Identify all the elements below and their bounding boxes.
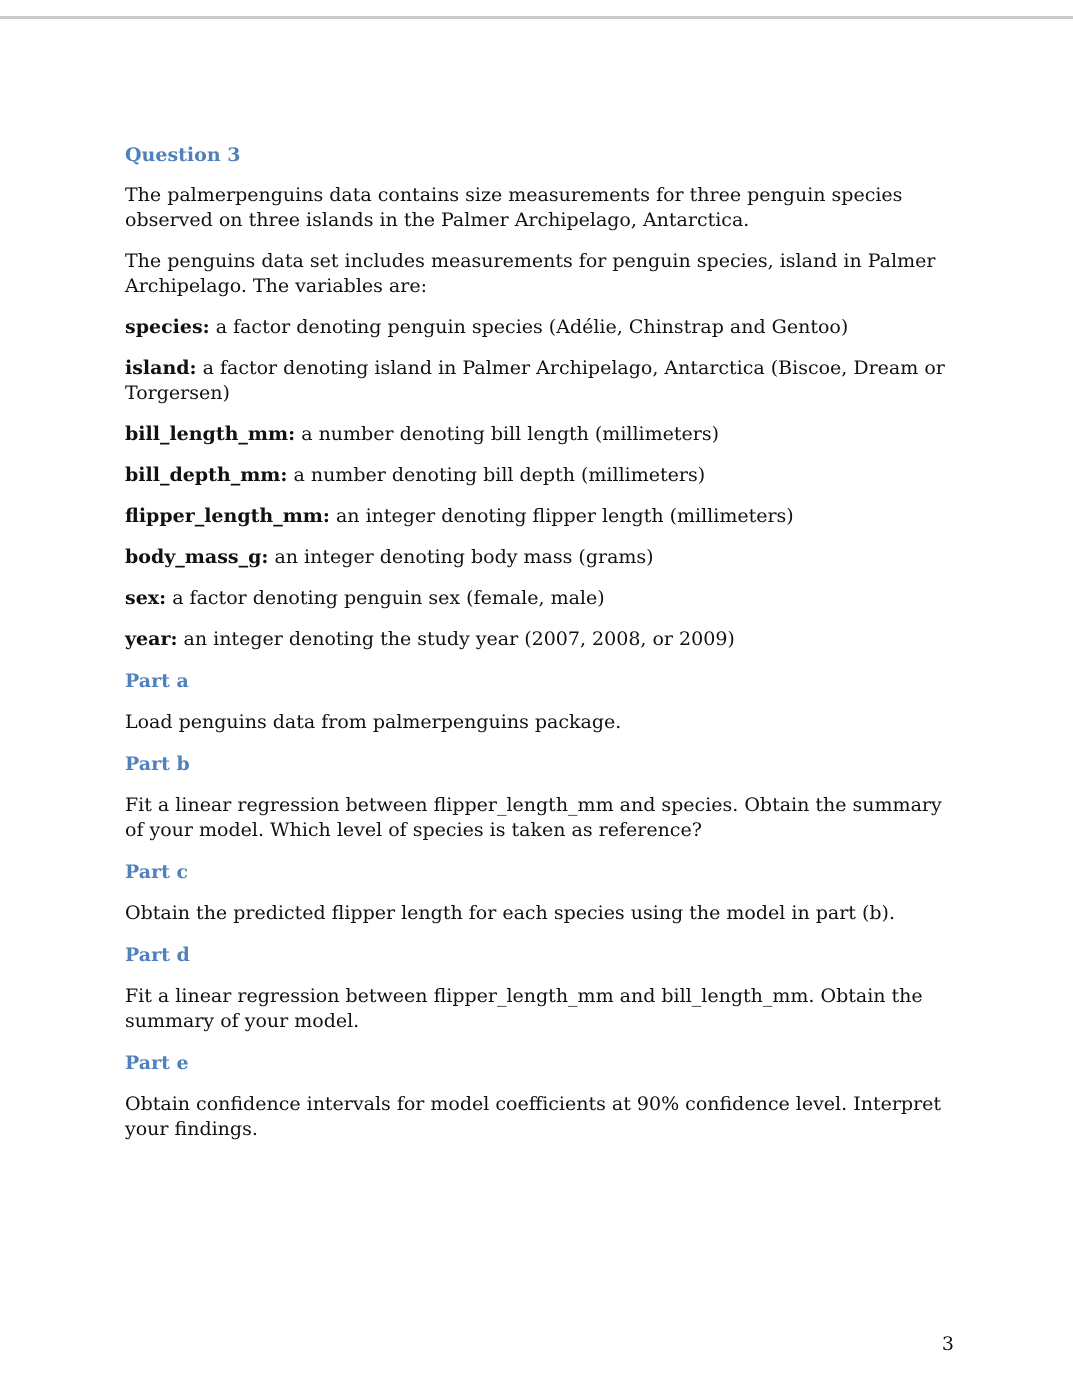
variable-name: flipper_length_mm: bbox=[125, 505, 330, 527]
variable-name: sex: bbox=[125, 587, 167, 609]
document-page bbox=[125, 143, 965, 1142]
part-d-title: Part d bbox=[125, 944, 190, 966]
intro-paragraph: The palmerpenguins data contains size measurements for three penguin species observed on three islands in the Palmer Archipelago, Antarctica. bbox=[125, 184, 903, 231]
variable-description: a number denoting bill length (millimeters) bbox=[301, 423, 720, 445]
top-divider bbox=[0, 16, 1073, 19]
part-d-text: Fit a linear regression between flipper_length_mm and bill_length_mm. Obtain the summary of your model. bbox=[125, 985, 923, 1032]
variable-item bbox=[125, 545, 965, 570]
question-title: Question 3 bbox=[125, 144, 241, 166]
variable-name: island: bbox=[125, 357, 197, 379]
variable-item bbox=[125, 504, 965, 529]
part-e-title: Part e bbox=[125, 1052, 189, 1074]
variable-name: year: bbox=[125, 628, 178, 650]
variable-description: an integer denoting body mass (grams) bbox=[274, 546, 654, 568]
variable-item bbox=[125, 356, 965, 406]
variable-item bbox=[125, 463, 965, 488]
variable-description: a factor denoting penguin sex (female, male) bbox=[172, 587, 605, 609]
part-b-text: Fit a linear regression between flipper_length_mm and species. Obtain the summary of your model. Which level of species is taken as reference? bbox=[125, 794, 942, 841]
variable-item bbox=[125, 627, 965, 652]
variable-name: body_mass_g: bbox=[125, 546, 269, 568]
variable-item bbox=[125, 586, 965, 611]
part-c-title: Part c bbox=[125, 861, 189, 883]
variable-name: species: bbox=[125, 316, 210, 338]
variable-item bbox=[125, 422, 965, 447]
variable-description: an integer denoting the study year (2007, 2008, or 2009) bbox=[183, 628, 735, 650]
variable-name: bill_length_mm: bbox=[125, 423, 296, 445]
part-e-text: Obtain confidence intervals for model coefficients at 90% confidence level. Interpret your findings. bbox=[125, 1093, 942, 1140]
variable-name: bill_depth_mm: bbox=[125, 464, 288, 486]
part-c-text: Obtain the predicted flipper length for each species using the model in part (b). bbox=[125, 902, 895, 924]
part-a-title: Part a bbox=[125, 670, 189, 692]
intro-paragraph: The penguins data set includes measurements for penguin species, island in Palmer Archipelago. The variables are: bbox=[125, 250, 936, 297]
part-a-text: Load penguins data from palmerpenguins package. bbox=[125, 711, 622, 733]
variable-description: an integer denoting flipper length (millimeters) bbox=[335, 505, 794, 527]
variable-description: a factor denoting penguin species (Adélie, Chinstrap and Gentoo) bbox=[215, 316, 849, 338]
page-number: 3 bbox=[941, 1333, 954, 1355]
variable-description: a factor denoting island in Palmer Archipelago, Antarctica (Biscoe, Dream or Torgersen) bbox=[125, 357, 945, 404]
variable-description: a number denoting bill depth (millimeters) bbox=[293, 464, 706, 486]
variable-item bbox=[125, 315, 965, 340]
part-b-title: Part b bbox=[125, 753, 190, 775]
